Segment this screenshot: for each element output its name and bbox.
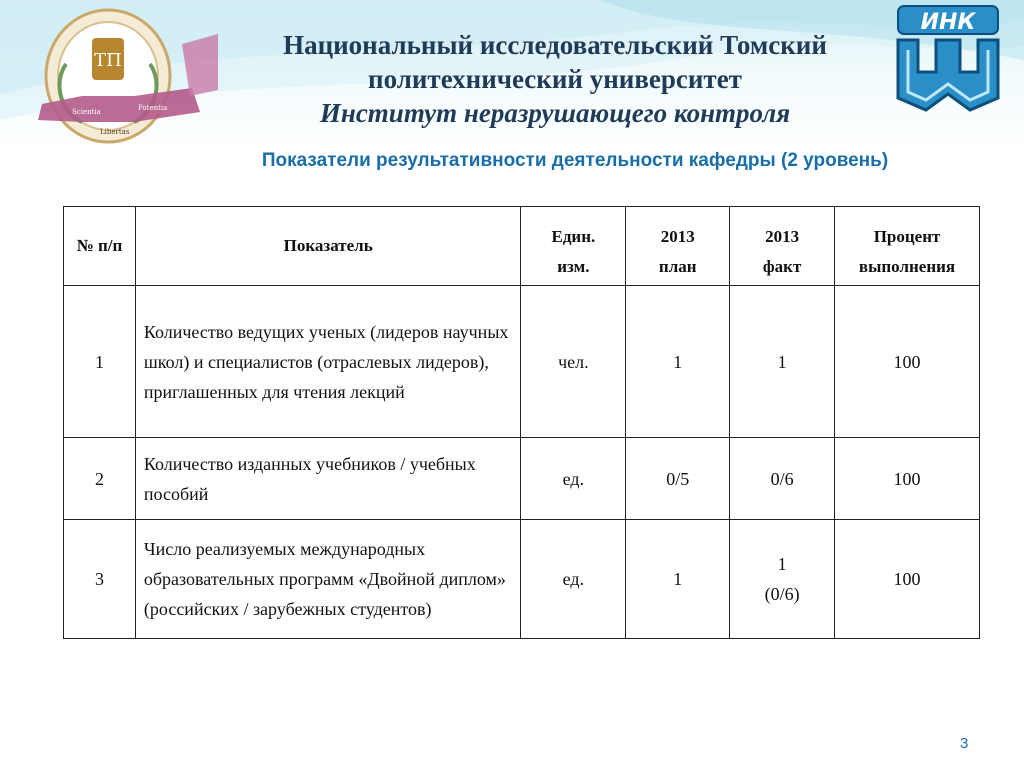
row-fact xyxy=(730,520,835,639)
ribbon-word-1: Scientia xyxy=(72,108,101,116)
row-fact xyxy=(730,438,835,520)
row-percent: 100 xyxy=(835,520,980,639)
row-percent: 100 xyxy=(835,438,980,520)
header-fact-line1: 2013 xyxy=(765,227,800,246)
row-indicator: Количество изданных учебников / учебных пособий xyxy=(135,438,521,520)
table-row xyxy=(64,286,980,438)
title-line-1: Национальный исследовательский Томский xyxy=(283,30,827,60)
row-unit: чел. xyxy=(521,286,626,438)
row-num: 3 xyxy=(64,520,136,639)
header-indicator: Показатель xyxy=(135,207,521,286)
header-unit-line2: изм. xyxy=(557,257,590,276)
metrics-table xyxy=(63,206,980,639)
table-row xyxy=(64,438,980,520)
header-num: № п/п xyxy=(64,207,136,286)
row-fact-line1: 1 xyxy=(777,554,787,574)
title-line-2: политехнический университет xyxy=(368,64,742,94)
row-plan: 0/5 xyxy=(626,438,730,520)
row-fact-line1: 0/6 xyxy=(770,468,794,489)
header-percent-line2: выполнения xyxy=(858,257,956,276)
ribbon-word-2: Potentia xyxy=(138,104,168,112)
row-fact-line1: 1 xyxy=(777,351,787,372)
header-fact xyxy=(730,207,835,286)
header-percent xyxy=(835,207,980,286)
row-indicator: Количество ведущих ученых (лидеров научных школ) и специалистов (отраслевых лидеров), приглашенных для чтения лекций xyxy=(135,286,521,438)
row-plan: 1 xyxy=(626,520,730,639)
row-percent: 100 xyxy=(835,286,980,438)
title-line-3: Институт неразрушающего контроля xyxy=(319,98,791,128)
page-title xyxy=(230,28,880,130)
header-unit xyxy=(521,207,626,286)
header-plan-line1: 2013 xyxy=(660,227,695,246)
row-plan: 1 xyxy=(626,286,730,438)
ink-logo-icon xyxy=(888,2,1010,114)
row-unit: ед. xyxy=(521,438,626,520)
header-plan-line2: план xyxy=(658,257,697,276)
row-num: 2 xyxy=(64,438,136,520)
table-row xyxy=(64,520,980,639)
svg-text:ТП: ТП xyxy=(94,50,122,71)
row-fact xyxy=(730,286,835,438)
table-header-row xyxy=(64,207,980,286)
header-percent-line1: Процент xyxy=(873,227,941,246)
university-emblem-icon xyxy=(22,4,222,146)
row-fact-line2: (0/6) xyxy=(764,584,800,604)
page-subtitle: Показатели результативности деятельности кафедры (2 уровень) xyxy=(261,150,889,171)
ribbon-word-3: Libertas xyxy=(100,128,130,136)
header-fact-line2: факт xyxy=(762,257,802,276)
ink-logo-text: ИНК xyxy=(920,10,976,35)
header-plan xyxy=(626,207,730,286)
page-number: 3 xyxy=(960,735,969,752)
row-unit: ед. xyxy=(521,520,626,639)
row-indicator: Число реализуемых международных образовательных программ «Двойной диплом» (российских / зарубежных студентов) xyxy=(135,520,521,639)
header-unit-line1: Един. xyxy=(551,227,596,246)
row-num: 1 xyxy=(64,286,136,438)
